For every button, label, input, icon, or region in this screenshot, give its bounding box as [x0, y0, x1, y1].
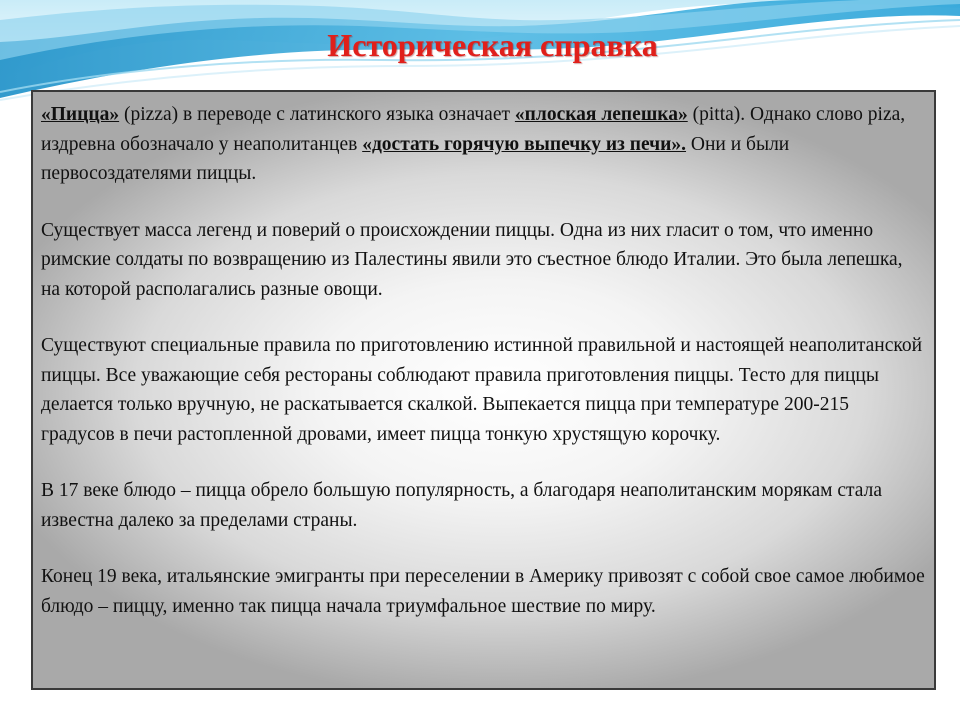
term-flat-bread: «плоская лепешка»: [514, 104, 688, 125]
paragraph-origin-text-a: (pizza) в переводе с латинского языка означает: [119, 104, 515, 125]
paragraph-19th-century: Конец 19 века, итальянские эмигранты при переселении в Америку привозят с собой свое самое любимое блюдо – пиццу, именно так пицца начала триумфальное шествие по миру.: [41, 566, 925, 617]
slide-title: Историческая справка: [327, 27, 658, 63]
paragraph-rules: Существуют специальные правила по приготовлению истинной правильной и настоящей неаполитанской пиццы. Все уважающие себя рестораны соблюдают правила приготовления пиццы. Тесто для пиццы делается только вручную, не раскатывается скалкой. Выпекается пицца при температуре 200-215 градусов в печи растопленной дровами, имеет пицца тонкую хрустящую корочку.: [41, 335, 923, 445]
paragraph-gap: [41, 189, 926, 216]
term-pizza: «Пицца»: [41, 104, 120, 125]
paragraph-gap: [41, 449, 926, 476]
paragraph-origin: [41, 100, 926, 189]
term-hot-pastry: «достать горячую выпечку из печи».: [362, 133, 687, 155]
content-box: [31, 90, 936, 690]
paragraph-17th-century: В 17 веке блюдо – пицца обрело большую популярность, а благодаря неаполитанским морякам стала известна далеко за пределами страны.: [41, 480, 883, 531]
paragraph-gap: [41, 535, 926, 562]
paragraph-origin-text-b: (pitta). Однако слово piza, издревна обозначало у неаполитанцев: [41, 104, 906, 155]
paragraph-origin-text-c: Они и были первосоздателями пиццы.: [41, 133, 790, 184]
paragraph-gap: [41, 304, 926, 331]
paragraph-legends: Существует масса легенд и поверий о происхождении пиццы. Одна из них гласит о том, что именно римские солдаты по возвращению из Палестины явили это съестное блюдо Италии. Это была лепешка, на которой располагались разные овощи.: [41, 219, 903, 300]
